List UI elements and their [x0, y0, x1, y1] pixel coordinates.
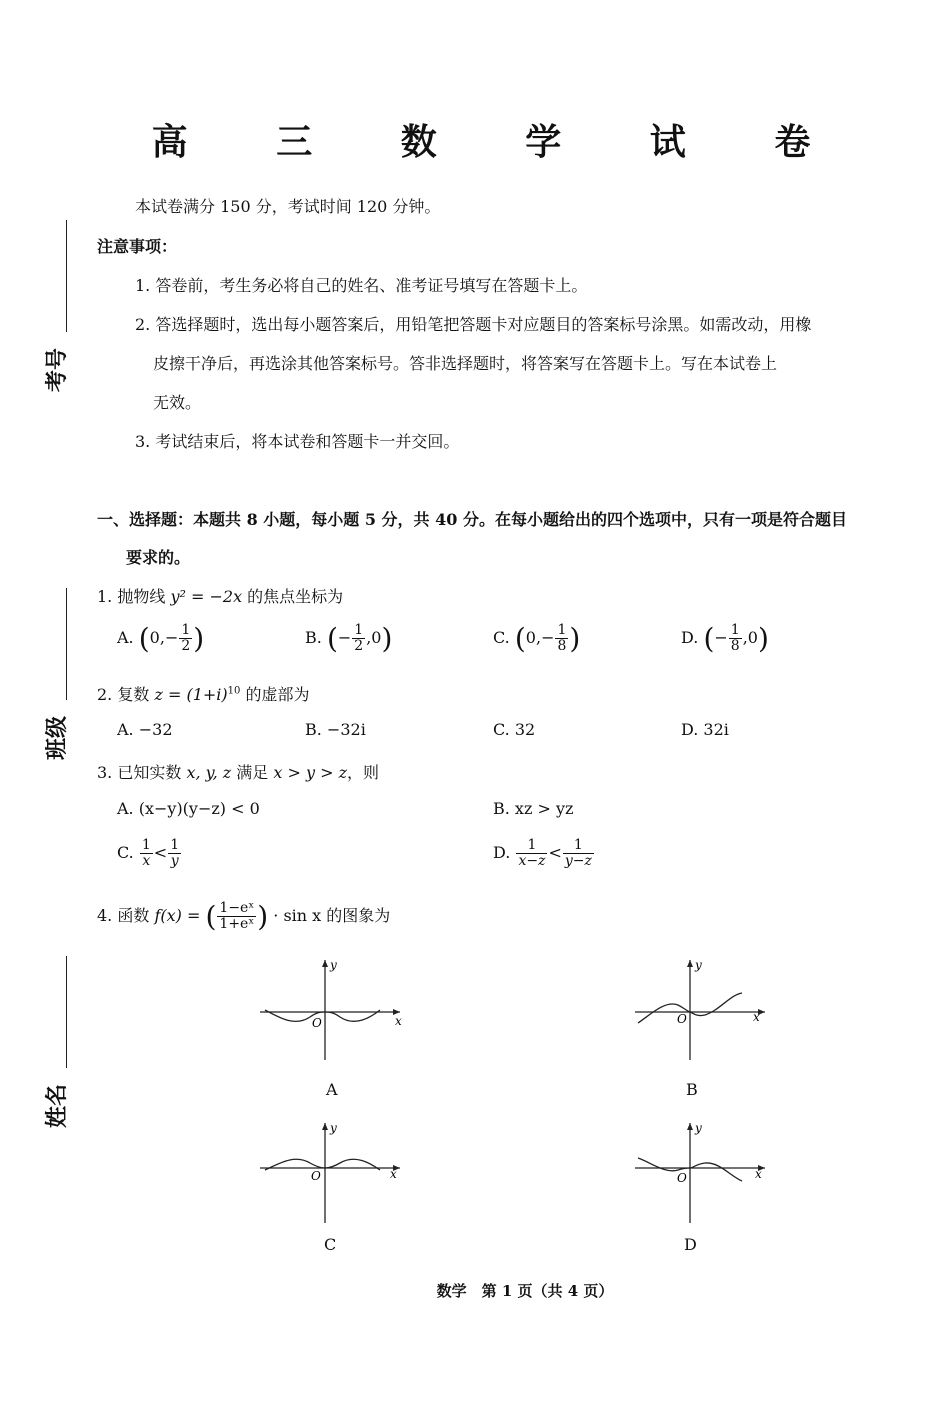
exam-no-fill-line — [66, 220, 67, 332]
graph-d — [620, 1118, 770, 1228]
graph-a-y-label: y — [330, 958, 337, 972]
q3-option-d-frac-2 — [563, 838, 594, 869]
graph-d-y-label: y — [695, 1121, 702, 1135]
section-1-heading-line-2: 要求的。 — [126, 548, 191, 567]
q3-option-d-frac-1 — [516, 838, 547, 869]
graph-d-x-label: x — [755, 1167, 762, 1181]
q3-option-d — [493, 838, 595, 869]
name-fill-line — [66, 956, 67, 1068]
q4-fx: f(x) = — [154, 906, 201, 925]
q3-vars: x, y, z — [186, 763, 232, 782]
graph-b-label: B — [686, 1080, 698, 1099]
q1-option-d-first: − — [714, 628, 728, 647]
q2-equation: z = (1+i) — [154, 685, 228, 704]
q2-option-d: D. 32i — [681, 720, 729, 739]
class-fill-line — [66, 588, 67, 700]
q3-c-d2: y — [170, 853, 179, 869]
q1-option-b-first: − — [337, 628, 352, 647]
q1-option-c-den: 8 — [557, 638, 567, 654]
class-label: 班级 — [44, 715, 70, 760]
question-2-stem — [97, 682, 309, 705]
graph-d-label: D — [684, 1235, 697, 1254]
q3-c-d1: x — [142, 853, 151, 869]
graph-c-y-label: y — [330, 1121, 337, 1135]
q3-d-d2: y−z — [564, 853, 592, 869]
q4-den: 1+eˣ — [219, 916, 255, 932]
q2-exponent: 10 — [227, 685, 241, 697]
q3-d-n2: 1 — [563, 838, 594, 854]
graph-a — [255, 955, 405, 1065]
q1-option-c-fraction — [555, 623, 568, 654]
section-1-heading-line-1: 一、选择题：本题共 8 小题，每小题 5 分，共 40 分。在每小题给出的四个选项中，只有一项是符合题目 — [97, 510, 847, 529]
page-footer: 数学 第 1 页（共 4 页） — [436, 1282, 614, 1300]
q1-equation: y² = −2x — [170, 587, 243, 606]
graph-b — [620, 955, 770, 1065]
question-3-stem — [97, 760, 379, 783]
q1-option-d-label: D. — [681, 628, 699, 647]
exam-no-label: 考号 — [44, 347, 70, 392]
q1-option-a: A. (0,− $\frac{1}{2}$ ) — [117, 622, 205, 655]
graph-c — [255, 1118, 405, 1228]
q1-option-d-last: ,0 — [742, 628, 758, 647]
q3-d-rel: < — [548, 843, 562, 862]
q4-fraction — [217, 901, 256, 932]
q3-d-d1: x−z — [518, 853, 546, 869]
q2-prefix: 2. 复数 — [97, 685, 155, 704]
q1-option-b-den: 2 — [354, 638, 364, 654]
question-4-stem: 4. 函数 f(x) = ( $\frac{\text{1−eˣ}}{\text{1+eˣ}}$ ) · sin x 的图象为 — [97, 900, 391, 933]
q3-c-n2: 1 — [170, 837, 180, 853]
q1-option-c: C. (0,− $\frac{1}{8}$ ) — [493, 622, 581, 655]
q1-option-c-label: C. — [493, 628, 510, 647]
q1-option-d-num: 1 — [730, 622, 740, 638]
q1-option-b: B. (− $\frac{1}{2}$ ,0) — [305, 622, 393, 655]
q1-option-a-first: 0,− — [149, 628, 179, 647]
notice-item-2-line-1: 2. 答选择题时，选出每小题答案后，用铅笔把答题卡对应题目的答案标号涂黑。如需改动，用橡 — [135, 315, 812, 334]
q3-c-n1: 1 — [141, 837, 151, 853]
q1-option-a-num: 1 — [181, 622, 191, 638]
q3-prefix: 3. 已知实数 — [97, 763, 187, 782]
graph-c-x-label: x — [390, 1167, 397, 1181]
q3-inequality: x > y > z — [273, 763, 348, 782]
q3-option-c-frac-1 — [140, 838, 153, 869]
q1-option-b-fraction — [352, 623, 365, 654]
q2-option-a: A. −32 — [117, 720, 173, 739]
graph-d-origin: O — [677, 1171, 687, 1185]
q1-option-b-last: ,0 — [366, 628, 382, 647]
q4-suffix: · sin x 的图象为 — [268, 906, 391, 925]
notice-item-1: 1. 答卷前，考生务必将自己的姓名、准考证号填写在答题卡上。 — [135, 276, 588, 295]
q3-d-n1: 1 — [516, 838, 547, 854]
page-title: 高 三 数 学 试 卷 — [151, 121, 849, 163]
q3-suffix: ，则 — [347, 763, 380, 782]
q1-option-a-fraction — [179, 623, 192, 654]
q1-option-c-first: 0,− — [525, 628, 555, 647]
graph-a-origin: O — [312, 1016, 322, 1030]
graph-b-origin: O — [677, 1012, 687, 1026]
graph-b-y-label: y — [695, 958, 702, 972]
q2-suffix: 的虚部为 — [240, 685, 310, 704]
q2-option-b: B. −32i — [305, 720, 366, 739]
q1-option-c-num: 1 — [557, 622, 567, 638]
q1-option-a-label: A. — [117, 628, 134, 647]
notice-item-2-line-2: 皮擦干净后，再选涂其他答案标号。答非选择题时，将答案写在答题卡上。写在本试卷上 — [153, 354, 778, 373]
notice-heading: 注意事项： — [97, 237, 178, 256]
intro-text: 本试卷满分 150 分，考试时间 120 分钟。 — [135, 197, 441, 216]
q1-option-a-den: 2 — [181, 638, 191, 654]
notice-item-2-line-3: 无效。 — [153, 393, 202, 412]
q3-option-a: A. (x−y)(y−z) < 0 — [117, 799, 260, 818]
q3-option-c-frac-2 — [168, 838, 181, 869]
q2-option-c: C. 32 — [493, 720, 536, 739]
graph-a-label: A — [326, 1080, 338, 1099]
q1-option-d: D. (− $\frac{1}{8}$ ,0) — [681, 622, 769, 655]
q3-option-c — [117, 838, 182, 869]
graph-b-x-label: x — [753, 1010, 760, 1024]
question-1-stem — [97, 584, 343, 607]
name-label: 姓名 — [44, 1083, 70, 1128]
q3-option-b: B. xz > yz — [493, 799, 574, 818]
q1-option-b-label: B. — [305, 628, 322, 647]
q1-option-b-num: 1 — [354, 622, 364, 638]
notice-item-3: 3. 考试结束后，将本试卷和答题卡一并交回。 — [135, 432, 460, 451]
q1-option-d-fraction — [729, 623, 742, 654]
q3-mid: 满足 — [231, 763, 274, 782]
q3-c-rel: < — [153, 843, 168, 862]
q4-prefix: 4. 函数 — [97, 906, 155, 925]
q1-suffix: 的焦点坐标为 — [242, 587, 344, 606]
graph-a-x-label: x — [395, 1014, 402, 1028]
q3-option-d-label: D. — [493, 843, 511, 862]
q3-option-c-label: C. — [117, 843, 134, 862]
graph-c-label: C — [324, 1235, 337, 1254]
q1-option-d-den: 8 — [730, 638, 740, 654]
q1-prefix: 1. 抛物线 — [97, 587, 171, 606]
graph-c-origin: O — [311, 1169, 321, 1183]
q4-num: 1−eˣ — [219, 900, 255, 916]
